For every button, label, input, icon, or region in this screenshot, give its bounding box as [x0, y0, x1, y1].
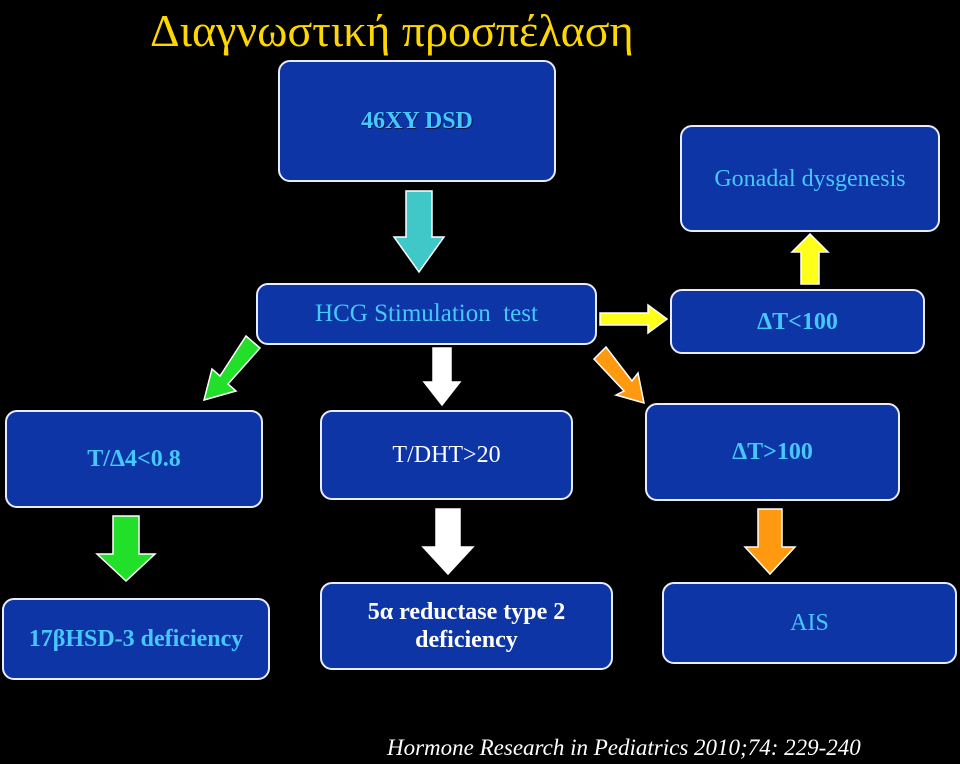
arrow-down-white-1: [424, 348, 460, 406]
arrow-down-white-2: [423, 509, 473, 575]
node-dt-less-100-label: ΔT<100: [757, 308, 838, 335]
page-title: Διαγνωστική προσπέλαση: [150, 5, 634, 56]
node-hcg-stimulation-test: [256, 283, 597, 345]
node-gonadal-dysgenesis: [680, 125, 940, 232]
citation: Hormone Research in Pediatrics 2010;74: 229-240: [387, 735, 861, 760]
arrow-right-yellow: [600, 305, 668, 333]
node-t-d4-ratio: [5, 410, 263, 508]
node-ais-label: AIS: [790, 610, 829, 636]
node-17bhsd3-deficiency-label: 17βHSD-3 deficiency: [28, 626, 244, 652]
node-dt-greater-100: [645, 403, 900, 501]
node-t-d4-ratio-label: T/Δ4<0.8: [87, 446, 181, 472]
node-t-dht-ratio: [320, 410, 573, 500]
node-gonadal-dysgenesis-label: Gonadal dysgenesis: [714, 165, 906, 192]
node-dt-greater-100-label: ΔT>100: [732, 439, 813, 465]
arrow-down-cyan: [394, 191, 444, 273]
arrow-down-green: [97, 516, 155, 582]
node-ais: [662, 582, 957, 664]
node-46xy-dsd-label: 46XY DSD: [361, 108, 473, 134]
node-hcg-stimulation-test-label: HCG Stimulation test: [315, 300, 538, 327]
arrow-down-orange: [745, 509, 795, 575]
arrow-down-left-green: [202, 336, 262, 402]
node-46xy-dsd: [278, 60, 556, 182]
arrow-down-right-orange: [594, 347, 646, 405]
node-t-dht-ratio-label: T/DHT>20: [392, 442, 501, 468]
node-5a-reductase-deficiency-label: 5α reductase type 2 deficiency: [367, 599, 566, 653]
node-5a-reductase-deficiency: [320, 582, 613, 670]
arrow-up-yellow: [792, 234, 828, 286]
node-dt-less-100: [670, 289, 925, 354]
node-17bhsd3-deficiency: [2, 598, 270, 680]
